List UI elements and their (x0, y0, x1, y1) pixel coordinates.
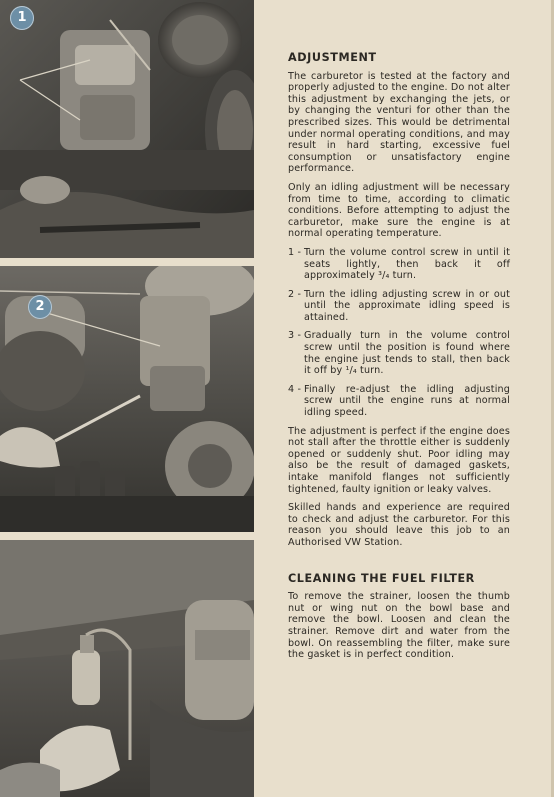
adjustment-paragraph: Only an idling adjustment will be necessary from time to time, according to climatic conditions. Before attempting to adjust the carburetor, make sure the engine is at normal operating temperature. (288, 181, 510, 240)
adjustment-paragraph: The adjustment is perfect if the engine does not stall after the throttle either is suddenly opened or suddenly shut. Poor idling may also be the result of damaged gaskets, intake manifold flanges not sufficiently tightened, faulty ignition or leaky valves. (288, 425, 510, 495)
step-number: 3 - (288, 330, 302, 342)
adjustment-step (288, 330, 510, 376)
step-number: 1 - (288, 246, 302, 258)
fuel-filter-heading: CLEANING THE FUEL FILTER (288, 571, 475, 585)
adjustment-step (288, 247, 510, 282)
step-number: 4 - (288, 383, 302, 395)
fuel-filter-photo (0, 540, 254, 797)
step-number: 2 - (288, 288, 302, 300)
adjustment-step (288, 289, 510, 324)
callout-2-badge: 2 (28, 295, 52, 319)
step-text: Turn the volume control screw in until it seats lightly, then back it off approximately ³/₄ turn. (304, 246, 510, 282)
callout-1-badge: 1 (10, 6, 34, 30)
adjustment-step (288, 384, 510, 419)
step-text: Gradually turn in the volume control screw until the position is found where the engine just tends to stall, then back it off by ¹/₄ turn. (304, 330, 510, 377)
fuel-filter-paragraph: To remove the strainer, loosen the thumb nut or wing nut on the bowl base and remove the bowl. Loosen and clean the strainer. Remove dirt and water from the bowl. On reassembling the filter, make sure the gasket is in perfect condition. (288, 591, 510, 661)
carburetor-photo (0, 0, 254, 258)
carburetor-photo-illustration (0, 0, 254, 258)
instructions-text (288, 52, 510, 668)
step-text: Turn the idling adjusting screw in or out until the approximate idling speed is attained. (304, 288, 510, 323)
adjustment-paragraph: Skilled hands and experience are required to check and adjust the carburetor. For this reason you should leave this job to an Authorised VW Station. (288, 502, 510, 548)
photo-divider (0, 532, 254, 540)
adjustment-paragraph: The carburetor is tested at the factory and properly adjusted to the engine. Do not alter this adjustment by exchanging the jets, or by changing the venturi for other than the prescribed sizes. This would be detrimental under normal operating conditions, and may result in hard starting, excessive fuel consumption or unsatisfactory engine performance. (288, 70, 510, 175)
step-text: Finally re-adjust the idling adjusting screw until the engine runs at normal idling speed. (304, 383, 510, 419)
photo-divider (0, 258, 254, 266)
adjustment-heading: ADJUSTMENT (288, 51, 377, 64)
photo-column (0, 0, 254, 797)
fuel-filter-photo-illustration (0, 540, 254, 797)
idle-adjustment-photo (0, 266, 254, 532)
